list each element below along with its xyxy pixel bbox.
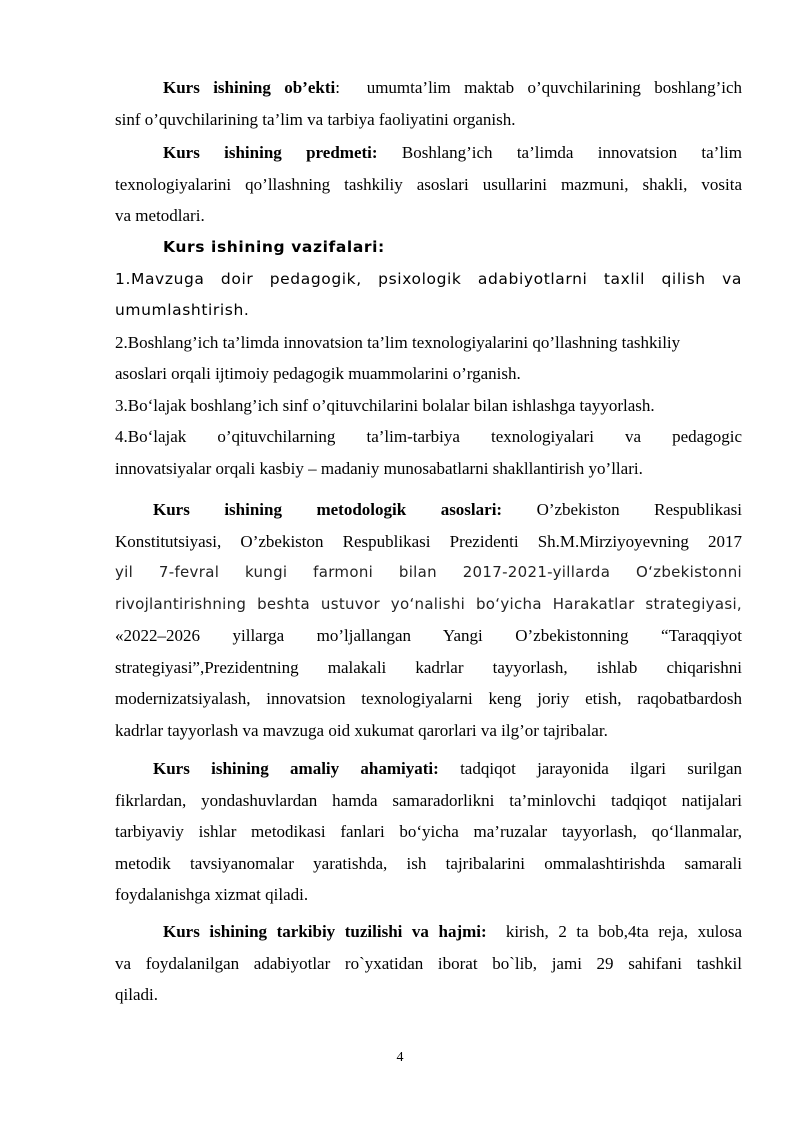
predmet-paragraph [115,137,742,232]
amaliy-label: Kurs ishining amaliy ahamiyati: [153,759,439,778]
metodologik-text-8: kadrlar tayyorlash va mavzuga oid xukumat qarorlari va ilg’or tajribalar. [115,720,608,740]
vazifalar-item-1-line-2: umumlashtirish. [115,301,250,319]
metodologik-text-2: Konstitutsiyasi, O’zbekiston Respublikasi Prezidenti Sh.M.Mirziyoyevning 2017 [115,531,742,551]
metodologik-paragraph [115,494,742,746]
amaliy-text-3: tarbiyaviy ishlar metodikasi fanlari bo‘yicha ma’ruzalar tayyorlash, qo‘llanmalar, [115,822,742,841]
tarkibiy-line-1 [115,916,742,948]
predmet-text-2: texnologiyalarini qo’llashning tashkiliy asoslari usullarini mazmuni, shakli, vosita [115,174,742,194]
vazifalar-item-4-line-1: 4.Bo‘lajak o’qituvchilarning ta’lim-tarbiya texnologiyalari va pedagogic [115,427,742,446]
amaliy-text-2: fikrlardan, yondashuvlardan hamda samaradorlikni ta’minlovchi tadqiqot natijalari [115,790,742,810]
tarkibiy-text-2: va foydalanilgan adabiyotlar ro`yxatidan iborat bo`lib, jami 29 sahifani tashkil [115,953,742,973]
page-number: 4 [396,1050,404,1065]
vazifalar-item-1-line-1: 1.Mavzuga doir pedagogik, psixologik adabiyotlarni taxlil qilish va [115,269,742,288]
tarkibiy-paragraph [115,916,742,1011]
metodologik-text-4: rivojlantirishning beshta ustuvor yo‘nalishi bo‘yicha Harakatlar strategiyasi, [115,594,742,613]
vazifalar-item-3: 3.Bo‘lajak boshlang’ich sinf o’qituvchilarini bolalar bilan ishlashga tayyorlash. [115,395,655,415]
tarkibiy-text-1: kirish, 2 ta bob,4ta reja, xulosa [505,922,742,941]
obekt-text-2: sinf o’quvchilarining ta’lim va tarbiya faoliyatini organish. [115,109,516,129]
amaliy-paragraph [115,753,742,911]
vazifalar-heading: Kurs ishining vazifalari: [163,238,385,256]
predmet-label: Kurs ishining predmeti: [163,143,378,162]
obekt-label: Kurs ishining ob’ekti [163,78,336,97]
vazifalar-section [115,232,742,484]
amaliy-text-4: metodik tavsiyanomalar yaratishda, ish tajribalarini ommalashtirishda samarali [115,853,742,873]
metodologik-text-3: yil 7-fevral kungi farmoni bilan 2017-2021-yillarda O‘zbekistonni [115,563,742,581]
metodologik-label: Kurs ishining metodologik asoslari: [153,500,503,519]
vazifalar-item-2-line-2: asoslari orqali ijtimoiy pedagogik muammolarini o’rganish. [115,364,521,383]
metodologik-text-6: strategiyasi”,Prezidentning malakali kadrlar tayyorlash, ishlab chiqarishni [115,657,742,677]
predmet-line-1 [115,137,742,169]
tarkibiy-label: Kurs ishining tarkibiy tuzilishi va hajmi: [163,922,487,941]
vazifalar-item-2-line-1: 2.Boshlang’ich ta’limda innovatsion ta’lim texnologiyalarini qo’llashning tashkiliy [115,332,681,352]
obekt-line-1: Kurs ishining ob’ekti: umumta’lim maktab o’quvchilarining boshlang’ich [163,78,742,97]
amaliy-line-1 [115,753,742,785]
metodologik-text-1: O’zbekiston Respublikasi [536,500,742,519]
metodologik-text-5: «2022–2026 yillarga mo’ljallangan Yangi O’zbekistonning “Taraqqiyot [115,626,742,645]
vazifalar-item-4-line-2: innovatsiyalar orqali kasbiy – madaniy munosabatlarni shakllantirish yo’llari. [115,458,643,478]
obekt-paragraph [115,72,742,135]
obekt-text-1: umumta’lim maktab o’quvchilarining boshlang’ich [366,78,742,97]
amaliy-text-1: tadqiqot jarayonida ilgari surilgan [460,759,742,778]
predmet-text-3: va metodlari. [115,206,205,225]
metodologik-line-1 [115,494,742,526]
tarkibiy-text-3: qiladi. [115,985,158,1004]
amaliy-text-5: foydalanishga xizmat qiladi. [115,885,309,904]
metodologik-text-7: modernizatsiyalash, innovatsion texnologiyalarni keng joriy etish, raqobatbardosh [115,689,742,708]
predmet-text-1: Boshlang’ich ta’limda innovatsion ta’lim [401,143,742,162]
